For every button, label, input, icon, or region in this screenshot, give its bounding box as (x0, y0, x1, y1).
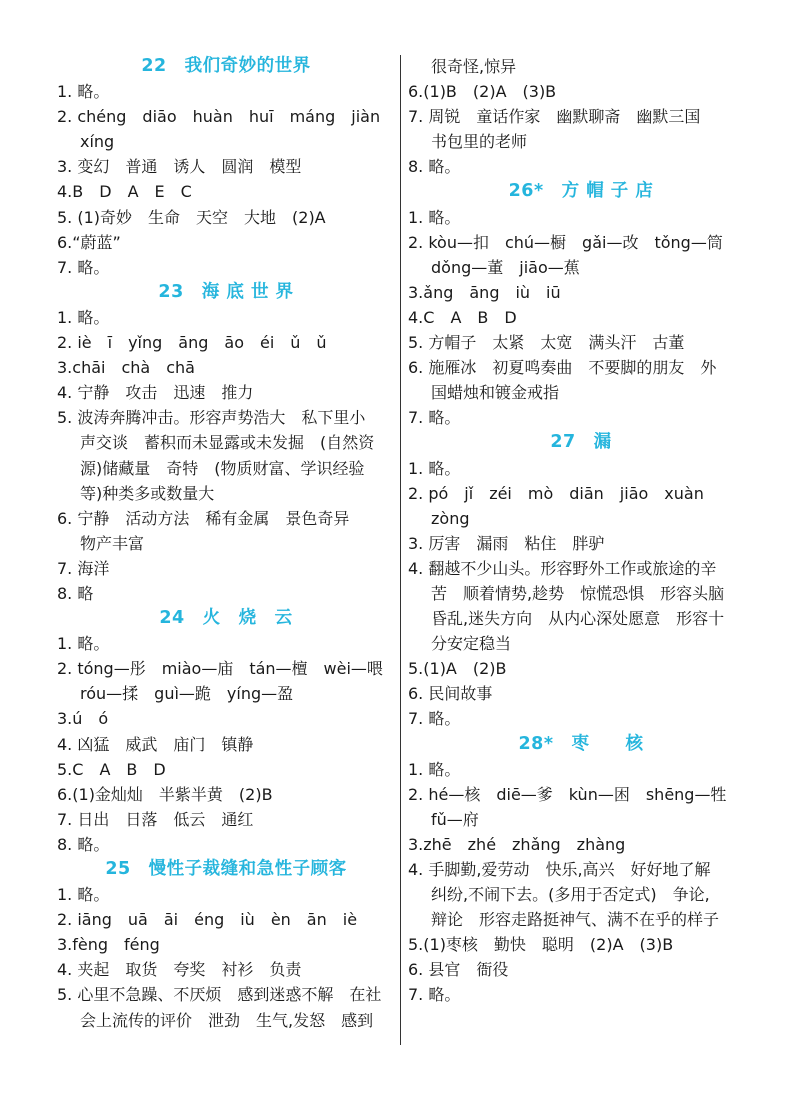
answer-line: 5.C A B D (57, 759, 166, 779)
answer-continuation: fǔ—府 (431, 809, 479, 829)
answer-line: 2. tóng—彤 miào—庙 tán—檀 wèi—喂 (57, 659, 383, 679)
answer-line: 3.ú ó (57, 709, 109, 729)
answer-continuation: 昏乱,迷失方向 从内心深处愿意 形容十 (431, 609, 725, 629)
answer-line: 3.ǎng āng iù iū (408, 282, 561, 302)
answer-line: 6. 县官 衙役 (408, 960, 509, 980)
answer-line: 2. iāng uā āi éng iù èn ān iè (57, 910, 358, 930)
answer-line: 3. 变幻 普通 诱人 圆润 模型 (57, 157, 302, 177)
answer-line: 3.chāi chà chā (57, 358, 195, 378)
lesson-title: 25 慢性子裁缝和急性子顾客 (105, 859, 347, 879)
answer-line: 8. 略。 (408, 157, 461, 177)
answer-line: 3.fèng féng (57, 935, 160, 955)
answer-line: 2. pó jǐ zéi mò diān jiāo xuàn (408, 483, 704, 503)
answer-line: 3. 厉害 漏雨 粘住 胖驴 (408, 533, 605, 553)
answer-continuation: 辩论 形容走路挺神气、满不在乎的样子 (431, 910, 720, 930)
answer-continuation: 等)种类多或数量大 (80, 483, 215, 503)
left-column (57, 54, 395, 1033)
answer-line: 7. 略。 (408, 985, 461, 1005)
answer-continuation: 物产丰富 (80, 533, 145, 553)
answer-line: 6. 施雁冰 初夏鸣奏曲 不要脚的朋友 外 (408, 358, 717, 378)
answer-line: 1. 略。 (408, 207, 461, 227)
answer-line: 4. 手脚勤,爱劳动 快乐,高兴 好好地了解 (408, 860, 711, 879)
answer-continuation: 书包里的老师 (431, 132, 528, 152)
answer-line: 1. 略。 (57, 634, 110, 654)
column-divider (400, 55, 401, 1045)
answer-line: 2. hé—核 diē—爹 kùn—困 shēng—牲 (408, 784, 727, 804)
answer-line: 7. 海洋 (57, 558, 110, 578)
answer-line: 7. 略。 (408, 709, 461, 729)
answer-line: 6.(1)金灿灿 半紫半黄 (2)B (57, 784, 273, 804)
answer-line: 6. 宁静 活动方法 稀有金属 景色奇异 (57, 508, 350, 528)
lesson-title: 23 海 底 世 界 (158, 281, 294, 302)
answer-line: 1. 略。 (408, 458, 461, 478)
answer-continuation: 分安定稳当 (431, 634, 512, 654)
answer-continuation: 会上流传的评价 泄劲 生气,发怒 感到 (80, 1010, 374, 1030)
answer-continuation: róu—揉 guì—跪 yíng—盈 (80, 684, 294, 704)
lesson-title: 22 我们奇妙的世界 (141, 56, 311, 76)
answer-line: 7. 略。 (57, 257, 110, 277)
answer-continuation: 源)储藏量 奇特 (物质财富、学识经验 (80, 458, 365, 478)
answer-line: 2. kòu—扣 chú—橱 gǎi—改 tǒng—筒 (408, 232, 723, 252)
answer-line: 5. 波涛奔腾冲击。形容声势浩大 私下里小 (57, 408, 366, 428)
lesson-title: 28* 枣 核 (518, 733, 644, 754)
answer-continuation: 国蜡烛和镀金戒指 (431, 383, 560, 403)
answer-line: 8. 略 (57, 583, 94, 603)
answer-line: 4.C A B D (408, 307, 517, 327)
answer-line: 7. 周锐 童话作家 幽默聊斋 幽默三国 (408, 107, 701, 127)
answer-line: 6.“蔚蓝” (57, 232, 121, 252)
answer-continuation: 纠纷,不闹下去。(多用于否定式) 争论, (431, 885, 710, 905)
answer-line: 3.zhē zhé zhǎng zhàng (408, 834, 626, 854)
answer-continuation: 很奇怪,惊异 (431, 57, 517, 76)
answer-line: 4. 夹起 取货 夸奖 衬衫 负责 (57, 960, 302, 980)
answer-line: 7. 略。 (408, 408, 461, 428)
answer-line: 1. 略。 (57, 82, 110, 102)
answer-line: 1. 略。 (408, 759, 461, 779)
answer-line: 5.(1)A (2)B (408, 659, 507, 679)
answer-continuation: dǒng—董 jiāo—蕉 (431, 257, 580, 277)
answer-line: 5. 方帽子 太紧 太宽 满头汗 古董 (408, 333, 685, 353)
answer-line: 1. 略。 (57, 307, 110, 327)
answer-line: 5. (1)奇妙 生命 天空 大地 (2)A (57, 207, 326, 227)
lesson-title: 24 火 烧 云 (159, 608, 293, 629)
answer-continuation: zòng (431, 508, 470, 528)
answer-line: 5. 心里不急躁、不厌烦 感到迷惑不解 在社 (57, 985, 382, 1005)
lesson-title: 27 漏 (550, 432, 612, 453)
answer-line: 2. chéng diāo huàn huī máng jiàn (57, 107, 381, 127)
answer-continuation: 苦 顺着情势,趁势 惊慌恐惧 形容头脑 (431, 583, 725, 603)
right-column (408, 54, 754, 1008)
answer-line: 4. 宁静 攻击 迅速 推力 (57, 383, 254, 403)
answer-line: 4.B D A E C (57, 182, 192, 202)
answer-line: 5.(1)枣核 勤快 聪明 (2)A (3)B (408, 935, 674, 955)
answer-continuation: xíng (80, 132, 115, 152)
answer-continuation: 声交谈 蓄积而未显露或未发掘 (自然资 (80, 433, 375, 453)
answer-line: 1. 略。 (57, 885, 110, 905)
answer-line: 4. 翻越不少山头。形容野外工作或旅途的辛 (408, 558, 717, 578)
answer-line: 4. 凶猛 威武 庙门 镇静 (57, 734, 254, 754)
answer-line: 6.(1)B (2)A (3)B (408, 82, 557, 102)
answer-line: 8. 略。 (57, 834, 110, 854)
answer-line: 7. 日出 日落 低云 通红 (57, 809, 254, 829)
answer-line: 6. 民间故事 (408, 684, 493, 704)
lesson-title: 26* 方 帽 子 店 (508, 181, 654, 202)
answer-line: 2. iè ī yǐng āng āo éi ǔ ǔ (57, 333, 327, 353)
